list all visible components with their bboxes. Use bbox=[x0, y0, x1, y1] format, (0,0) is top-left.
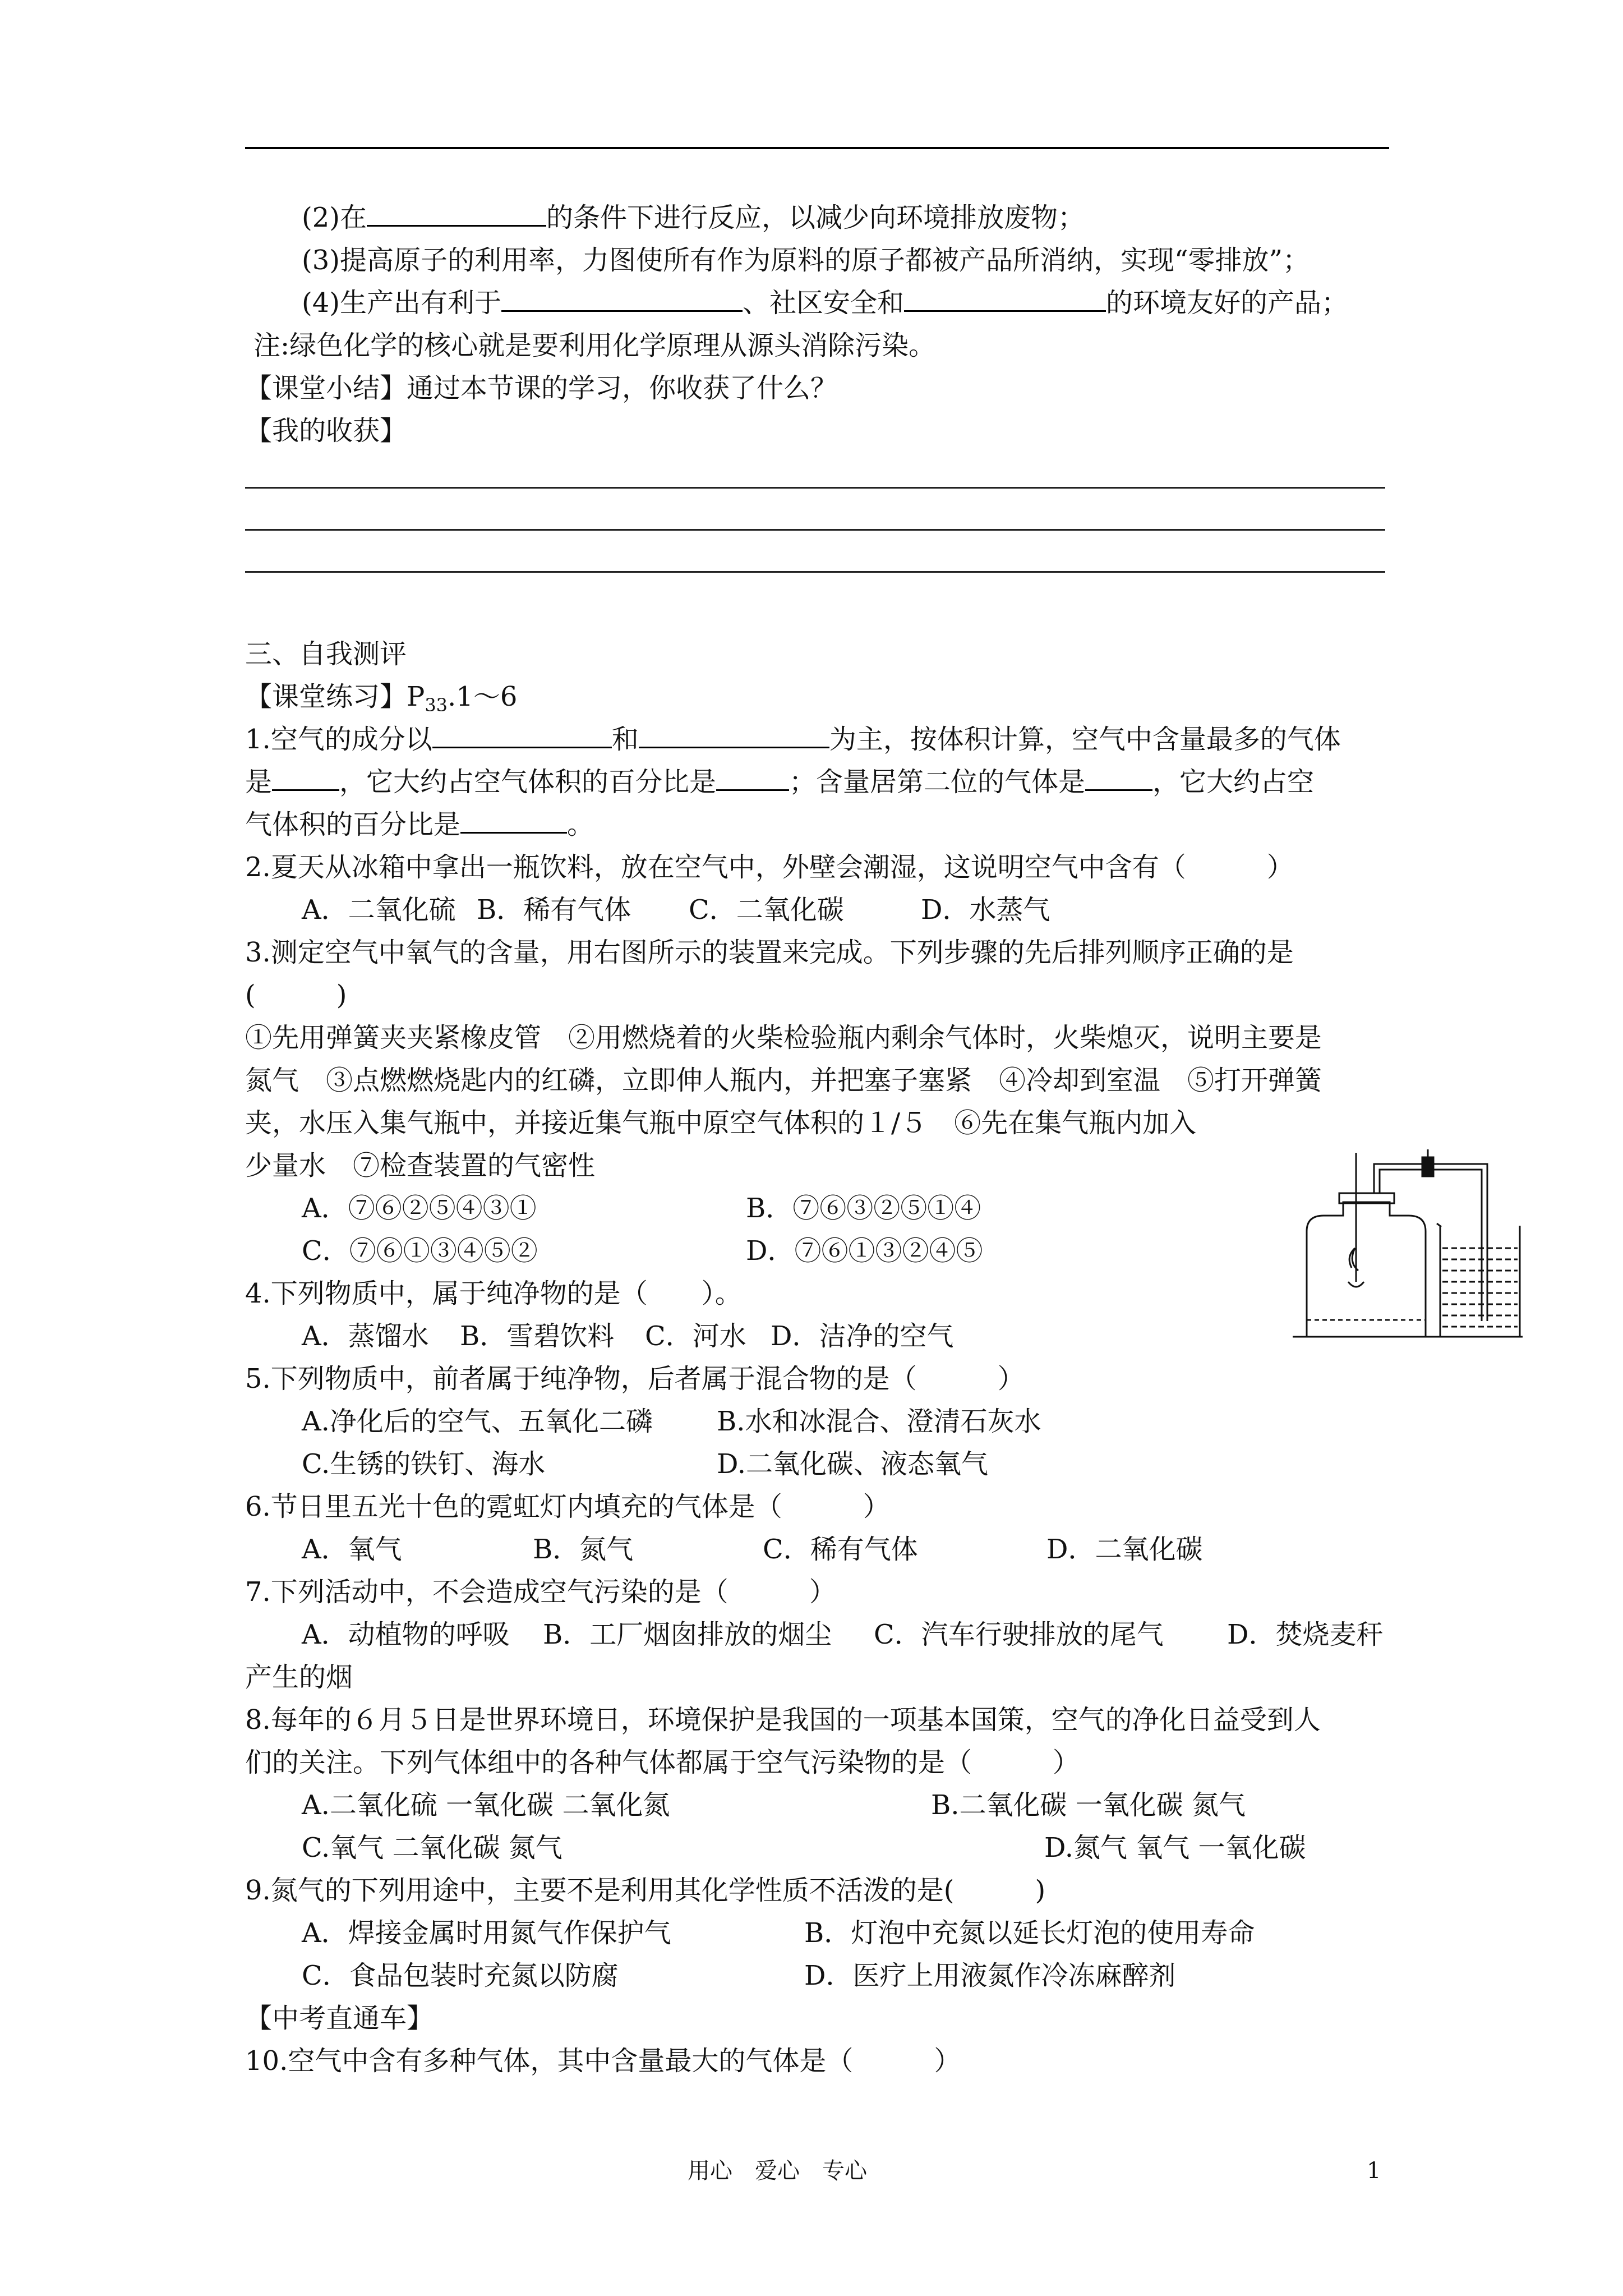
question-2-stem: 2.夏天从冰箱中拿出一瓶饮料，放在空气中，外壁会潮湿，这说明空气中含有（ ） bbox=[245, 852, 1294, 883]
question-3-option-a[interactable]: A．⑦⑥②⑤④③① bbox=[302, 1193, 537, 1224]
question-9-option-b[interactable]: B．灯泡中充氮以延长灯泡的使用寿命 bbox=[804, 1917, 1255, 1949]
question-7-option-c[interactable]: C．汽车行驶排放的尾气 bbox=[874, 1619, 1164, 1650]
question-3-step-line-1: ①先用弹簧夹夹紧橡皮管 ②用燃烧着的火柴检验瓶内剩余气体时，火柴熄灭，说明主要是 bbox=[245, 1022, 1322, 1053]
answer-blank[interactable] bbox=[639, 719, 829, 748]
question-8-stem: 8.每年的６月５日是世界环境日，环境保护是我国的一项基本国策，空气的净化日益受到人 bbox=[245, 1704, 1321, 1736]
summary-heading: 【课堂小结】通过本节课的学习，你收获了什么？ bbox=[245, 372, 838, 404]
question-6-option-d[interactable]: D．二氧化碳 bbox=[1046, 1534, 1203, 1565]
answer-blank[interactable] bbox=[716, 761, 789, 791]
question-9-stem: 9.氮气的下列用途中，主要不是利用其化学性质不活泼的是( ) bbox=[245, 1875, 1046, 1906]
answer-blank[interactable] bbox=[460, 804, 567, 834]
question-5-option-d[interactable]: D.二氧化碳、液态氧气 bbox=[717, 1448, 989, 1480]
question-4-option-b[interactable]: B．雪碧饮料 bbox=[460, 1320, 615, 1352]
question-3-stem-2: ( ) bbox=[245, 979, 347, 1011]
question-4-option-a[interactable]: A．蒸馏水 bbox=[302, 1320, 429, 1352]
question-2-option-b[interactable]: B．稀有气体 bbox=[477, 894, 631, 926]
oxygen-measurement-apparatus-diagram bbox=[1290, 1142, 1525, 1343]
question-6-option-b[interactable]: B．氮气 bbox=[533, 1534, 634, 1565]
question-3-option-b[interactable]: B．⑦⑥③②⑤①④ bbox=[746, 1193, 981, 1224]
question-3-option-d[interactable]: D．⑦⑥①③②④⑤ bbox=[746, 1235, 983, 1267]
item-3: (3)提高原子的利用率，力图使所有作为原料的原子都被产品所消纳，实现“零排放”； bbox=[302, 245, 1310, 276]
exam-heading: 【中考直通车】 bbox=[245, 2003, 434, 2034]
question-8-option-d[interactable]: D.氮气 氧气 一氧化碳 bbox=[1044, 1832, 1306, 1864]
question-3-option-c[interactable]: C．⑦⑥①③④⑤② bbox=[302, 1235, 538, 1267]
question-9-option-a[interactable]: A．焊接金属时用氮气作保护气 bbox=[302, 1917, 671, 1949]
footer-motto: 用心 爱心 专心 bbox=[688, 2158, 867, 2184]
question-3-step-line-4: 少量水 ⑦检查装置的气密性 bbox=[245, 1150, 596, 1181]
question-1-line-3: 气体积的百分比是 。 bbox=[245, 803, 594, 846]
header-rule bbox=[245, 147, 1389, 149]
question-3-step-line-2: 氮气 ③点燃燃烧匙内的红磷，立即伸人瓶内，并把塞子塞紧 ④冷却到室温 ⑤打开弹簧 bbox=[245, 1065, 1322, 1096]
question-5-option-a[interactable]: A.净化后的空气、五氧化二磷 bbox=[302, 1406, 653, 1437]
question-9-option-d[interactable]: D．医疗上用液氮作冷冻麻醉剂 bbox=[804, 1960, 1176, 1991]
question-5-option-b[interactable]: B.水和冰混合、澄清石灰水 bbox=[717, 1406, 1041, 1437]
answer-blank[interactable] bbox=[904, 282, 1106, 312]
question-1-line-1: 1.空气的成分以 和 为主，按体积计算，空气中含量最多的气体 bbox=[245, 718, 1341, 761]
writing-line[interactable] bbox=[245, 529, 1385, 531]
question-3-stem: 3.测定空气中氧气的含量，用右图所示的装置来完成。下列步骤的先后排列顺序正确的是 bbox=[245, 937, 1294, 968]
question-5-option-c[interactable]: C.生锈的铁钉、海水 bbox=[302, 1448, 546, 1480]
answer-blank[interactable] bbox=[367, 197, 546, 227]
question-8-option-b[interactable]: B.二氧化碳 一氧化碳 氮气 bbox=[931, 1789, 1246, 1821]
question-7-stem: 7.下列活动中，不会造成空气污染的是（ ） bbox=[245, 1576, 836, 1608]
page-number: 1 bbox=[1367, 2158, 1381, 2184]
question-7-option-b[interactable]: B．工厂烟囱排放的烟尘 bbox=[543, 1619, 832, 1650]
question-2-option-a[interactable]: A．二氧化硫 bbox=[302, 894, 456, 926]
question-6-option-a[interactable]: A．氧气 bbox=[302, 1534, 402, 1565]
self-test-heading: 三、自我测评 bbox=[245, 638, 407, 670]
answer-blank[interactable] bbox=[501, 282, 743, 312]
question-4-stem: 4.下列物质中，属于纯净物的是（ ）。 bbox=[245, 1278, 742, 1309]
note: 注:绿色化学的核心就是要利用化学原理从源头消除污染。 bbox=[253, 330, 936, 361]
question-7-option-d[interactable]: D．焚烧麦秆 bbox=[1227, 1619, 1384, 1650]
question-4-option-c[interactable]: C．河水 bbox=[645, 1320, 746, 1352]
question-10-stem: 10.空气中含有多种气体，其中含量最大的气体是（ ） bbox=[245, 2045, 961, 2077]
answer-blank[interactable] bbox=[1085, 761, 1152, 791]
question-2-option-c[interactable]: C．二氧化碳 bbox=[689, 894, 844, 926]
answer-blank[interactable] bbox=[272, 761, 339, 791]
question-4-option-d[interactable]: D．洁净的空气 bbox=[771, 1320, 954, 1352]
question-7-option-a[interactable]: A．动植物的呼吸 bbox=[302, 1619, 510, 1650]
question-6-option-c[interactable]: C．稀有气体 bbox=[763, 1534, 918, 1565]
answer-blank[interactable] bbox=[432, 719, 612, 748]
question-7-option-d-continued: 产生的烟 bbox=[245, 1662, 353, 1693]
question-1-line-2: 是 ，它大约占空气体积的百分比是 ；含量居第二位的气体是 ，它大约占空 bbox=[245, 761, 1314, 803]
item-2: (2)在 的条件下进行反应，以减少向环境排放废物； bbox=[302, 196, 1085, 239]
question-8-stem-2: 们的关注。下列气体组中的各种气体都属于空气污染物的是（ ） bbox=[245, 1747, 1080, 1778]
question-8-option-c[interactable]: C.氧气 二氧化碳 氮气 bbox=[302, 1832, 562, 1864]
writing-line[interactable] bbox=[245, 487, 1385, 489]
writing-line[interactable] bbox=[245, 571, 1385, 573]
question-3-step-line-3: 夹，水压入集气瓶中，并接近集气瓶中原空气体积的１/５ ⑥先在集气瓶内加入 bbox=[245, 1107, 1197, 1139]
harvest-heading: 【我的收获】 bbox=[245, 415, 407, 447]
practice-heading: 【课堂练习】$P_{33}.1\sim 6$ bbox=[245, 681, 518, 716]
question-6-stem: 6.节日里五光十色的霓虹灯内填充的气体是（ ） bbox=[245, 1491, 890, 1522]
question-9-option-c[interactable]: C．食品包装时充氮以防腐 bbox=[302, 1960, 619, 1991]
question-5-stem: 5.下列物质中，前者属于纯净物，后者属于混合物的是（ ） bbox=[245, 1363, 1025, 1395]
question-2-option-d[interactable]: D．水蒸气 bbox=[921, 894, 1050, 926]
item-4: (4)生产出有利于 、社区安全和 的环境友好的产品； bbox=[302, 282, 1348, 324]
question-8-option-a[interactable]: A.二氧化硫 一氧化碳 二氧化氮 bbox=[302, 1789, 670, 1821]
